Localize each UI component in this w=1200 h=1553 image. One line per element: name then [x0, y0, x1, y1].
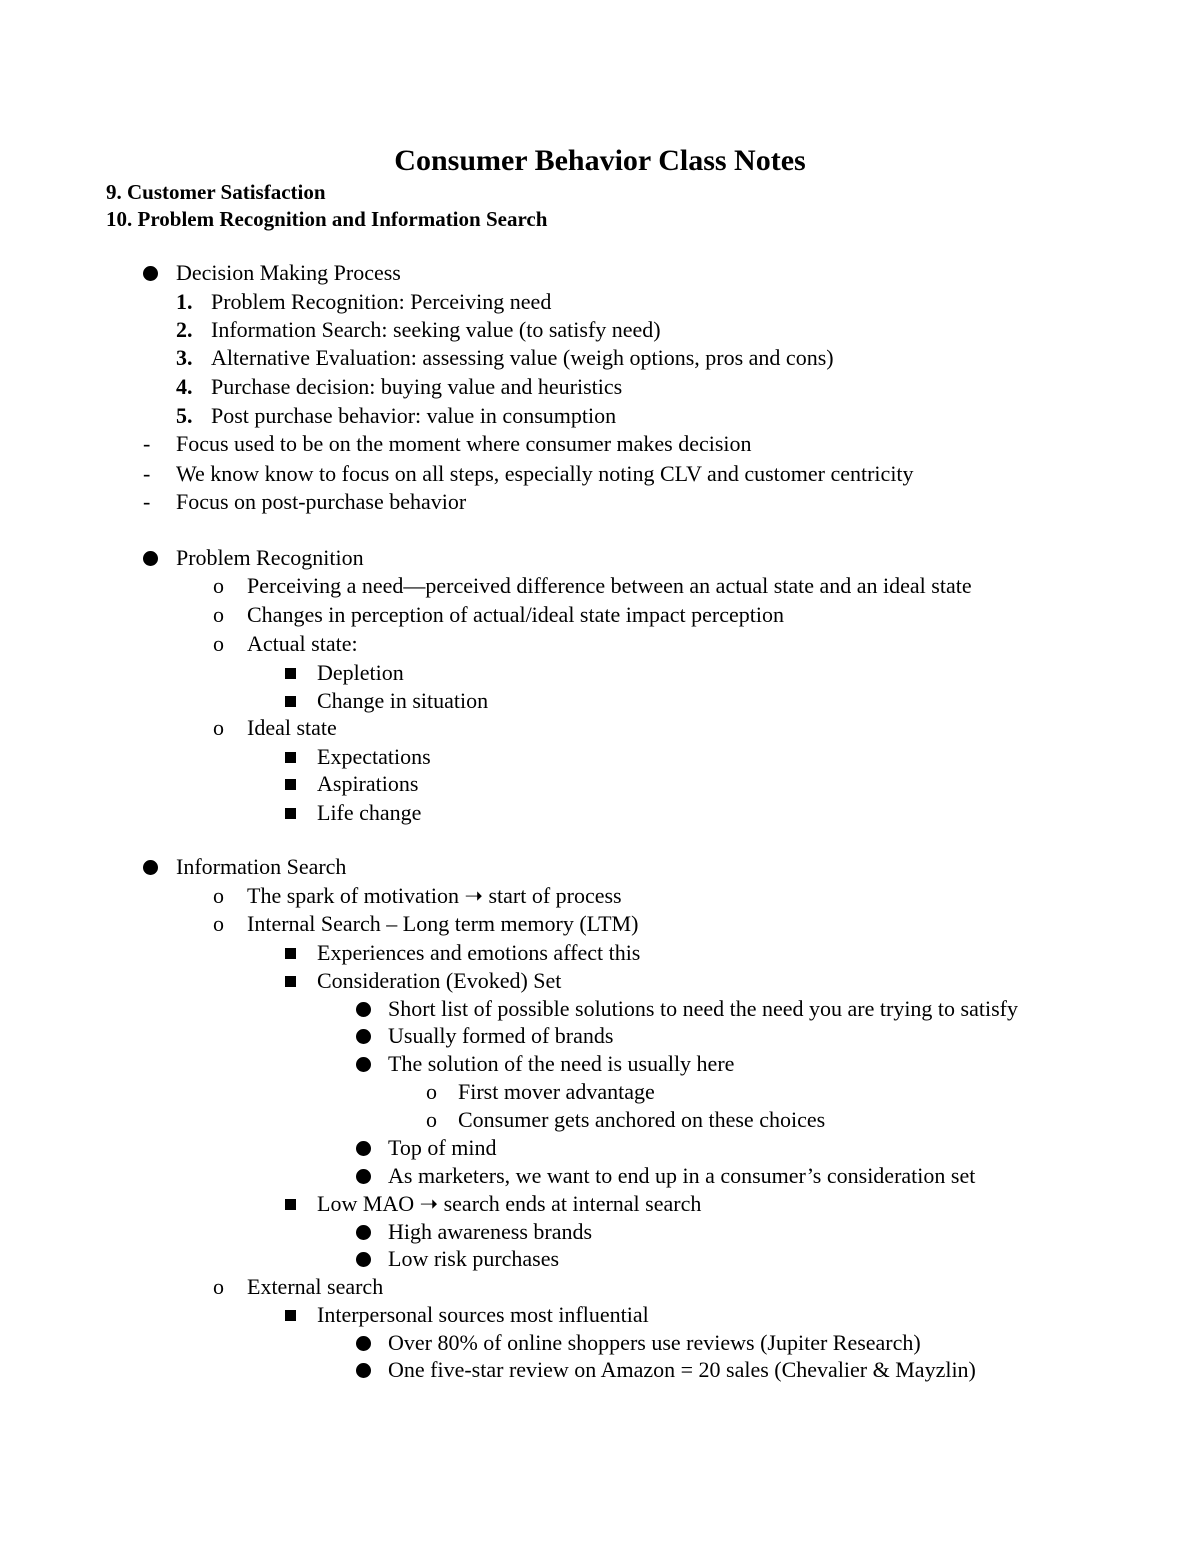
bullet-disc-icon	[143, 266, 158, 281]
bullet-square-icon	[285, 668, 296, 679]
list-item: One five-star review on Amazon = 20 sales (Chevalier & Mayzlin)	[388, 1357, 976, 1382]
bullet-square-icon	[285, 752, 296, 763]
list-item: External search	[247, 1274, 384, 1299]
list-item: Ideal state	[247, 715, 337, 740]
list-item: Information Search	[176, 854, 347, 879]
list-item: Problem Recognition	[176, 545, 364, 570]
bullet-circle-icon: o	[213, 911, 224, 936]
bullet-square-icon	[285, 779, 296, 790]
bullet-disc-icon	[356, 1252, 371, 1267]
list-item: Short list of possible solutions to need the need you are trying to satisfy	[388, 996, 1018, 1021]
bullet-circle-icon: o	[426, 1079, 437, 1104]
bullet-square-icon	[285, 1310, 296, 1321]
bullet-disc-icon	[143, 551, 158, 566]
list-item: Focus on post-purchase behavior	[176, 489, 467, 514]
bullet-disc-icon	[356, 1029, 371, 1044]
list-item: Top of mind	[388, 1135, 497, 1160]
list-item: Focus used to be on the moment where consumer makes decision	[176, 431, 752, 456]
bullet-square-icon	[285, 976, 296, 987]
list-item: Low risk purchases	[388, 1246, 560, 1271]
list-item: Alternative Evaluation: assessing value (weigh options, pros and cons)	[211, 345, 834, 370]
bullet-circle-icon: o	[213, 1274, 224, 1299]
bullet-circle-icon: o	[213, 715, 224, 740]
list-item: Low MAO ➝ search ends at internal search	[317, 1191, 702, 1216]
bullet-square-icon	[285, 808, 296, 819]
bullet-disc-icon	[356, 1363, 371, 1378]
bullet-disc-icon	[143, 860, 158, 875]
list-item: Over 80% of online shoppers use reviews (Jupiter Research)	[388, 1330, 921, 1355]
list-item: Decision Making Process	[176, 260, 401, 285]
list-item: Perceiving a need—perceived difference between an actual state and an ideal state	[247, 573, 972, 598]
bullet-disc-icon	[356, 1141, 371, 1156]
page-title: Consumer Behavior Class Notes	[394, 144, 806, 177]
list-item: Actual state:	[247, 631, 358, 656]
list-item: We know know to focus on all steps, especially noting CLV and customer centricity	[176, 461, 914, 486]
list-item: Problem Recognition: Perceiving need	[211, 289, 552, 314]
bullet-circle-icon: o	[426, 1107, 437, 1132]
list-item: Change in situation	[317, 688, 489, 713]
list-number: 5.	[176, 403, 193, 428]
list-item: Purchase decision: buying value and heuristics	[211, 374, 623, 399]
list-item: Information Search: seeking value (to satisfy need)	[211, 317, 661, 342]
list-item: Consideration (Evoked) Set	[317, 968, 562, 993]
bullet-circle-icon: o	[213, 883, 224, 908]
bullet-circle-icon: o	[213, 573, 224, 598]
bullet-disc-icon	[356, 1225, 371, 1240]
list-number: 1.	[176, 289, 193, 314]
list-item: First mover advantage	[458, 1079, 655, 1104]
bullet-disc-icon	[356, 1336, 371, 1351]
list-item: As marketers, we want to end up in a consumer’s consideration set	[388, 1163, 976, 1188]
bullet-square-icon	[285, 696, 296, 707]
list-item: Depletion	[317, 660, 404, 685]
list-item: The spark of motivation ➝ start of process	[247, 883, 622, 908]
list-item: The solution of the need is usually here	[388, 1051, 735, 1076]
list-item: High awareness brands	[388, 1219, 593, 1244]
bullet-square-icon	[285, 948, 296, 959]
list-item: Life change	[317, 800, 422, 825]
bullet-dash-icon: -	[143, 489, 151, 514]
heading-problem-recognition: 10. Problem Recognition and Information Search	[106, 207, 548, 231]
bullet-dash-icon: -	[143, 461, 151, 486]
bullet-disc-icon	[356, 1169, 371, 1184]
heading-customer-satisfaction: 9. Customer Satisfaction	[106, 180, 326, 204]
bullet-dash-icon: -	[143, 431, 151, 456]
bullet-disc-icon	[356, 1002, 371, 1017]
list-number: 3.	[176, 345, 193, 370]
bullet-circle-icon: o	[213, 602, 224, 627]
list-item: Usually formed of brands	[388, 1023, 614, 1048]
list-item: Consumer gets anchored on these choices	[458, 1107, 826, 1132]
bullet-circle-icon: o	[213, 631, 224, 656]
list-item: Expectations	[317, 744, 431, 769]
list-number: 4.	[176, 374, 193, 399]
list-number: 2.	[176, 317, 193, 342]
bullet-square-icon	[285, 1199, 296, 1210]
list-item: Experiences and emotions affect this	[317, 940, 641, 965]
list-item: Aspirations	[317, 771, 419, 796]
list-item: Changes in perception of actual/ideal state impact perception	[247, 602, 784, 627]
list-item: Interpersonal sources most influential	[317, 1302, 649, 1327]
list-item: Post purchase behavior: value in consumption	[211, 403, 617, 428]
bullet-disc-icon	[356, 1057, 371, 1072]
list-item: Internal Search – Long term memory (LTM)	[247, 911, 639, 936]
